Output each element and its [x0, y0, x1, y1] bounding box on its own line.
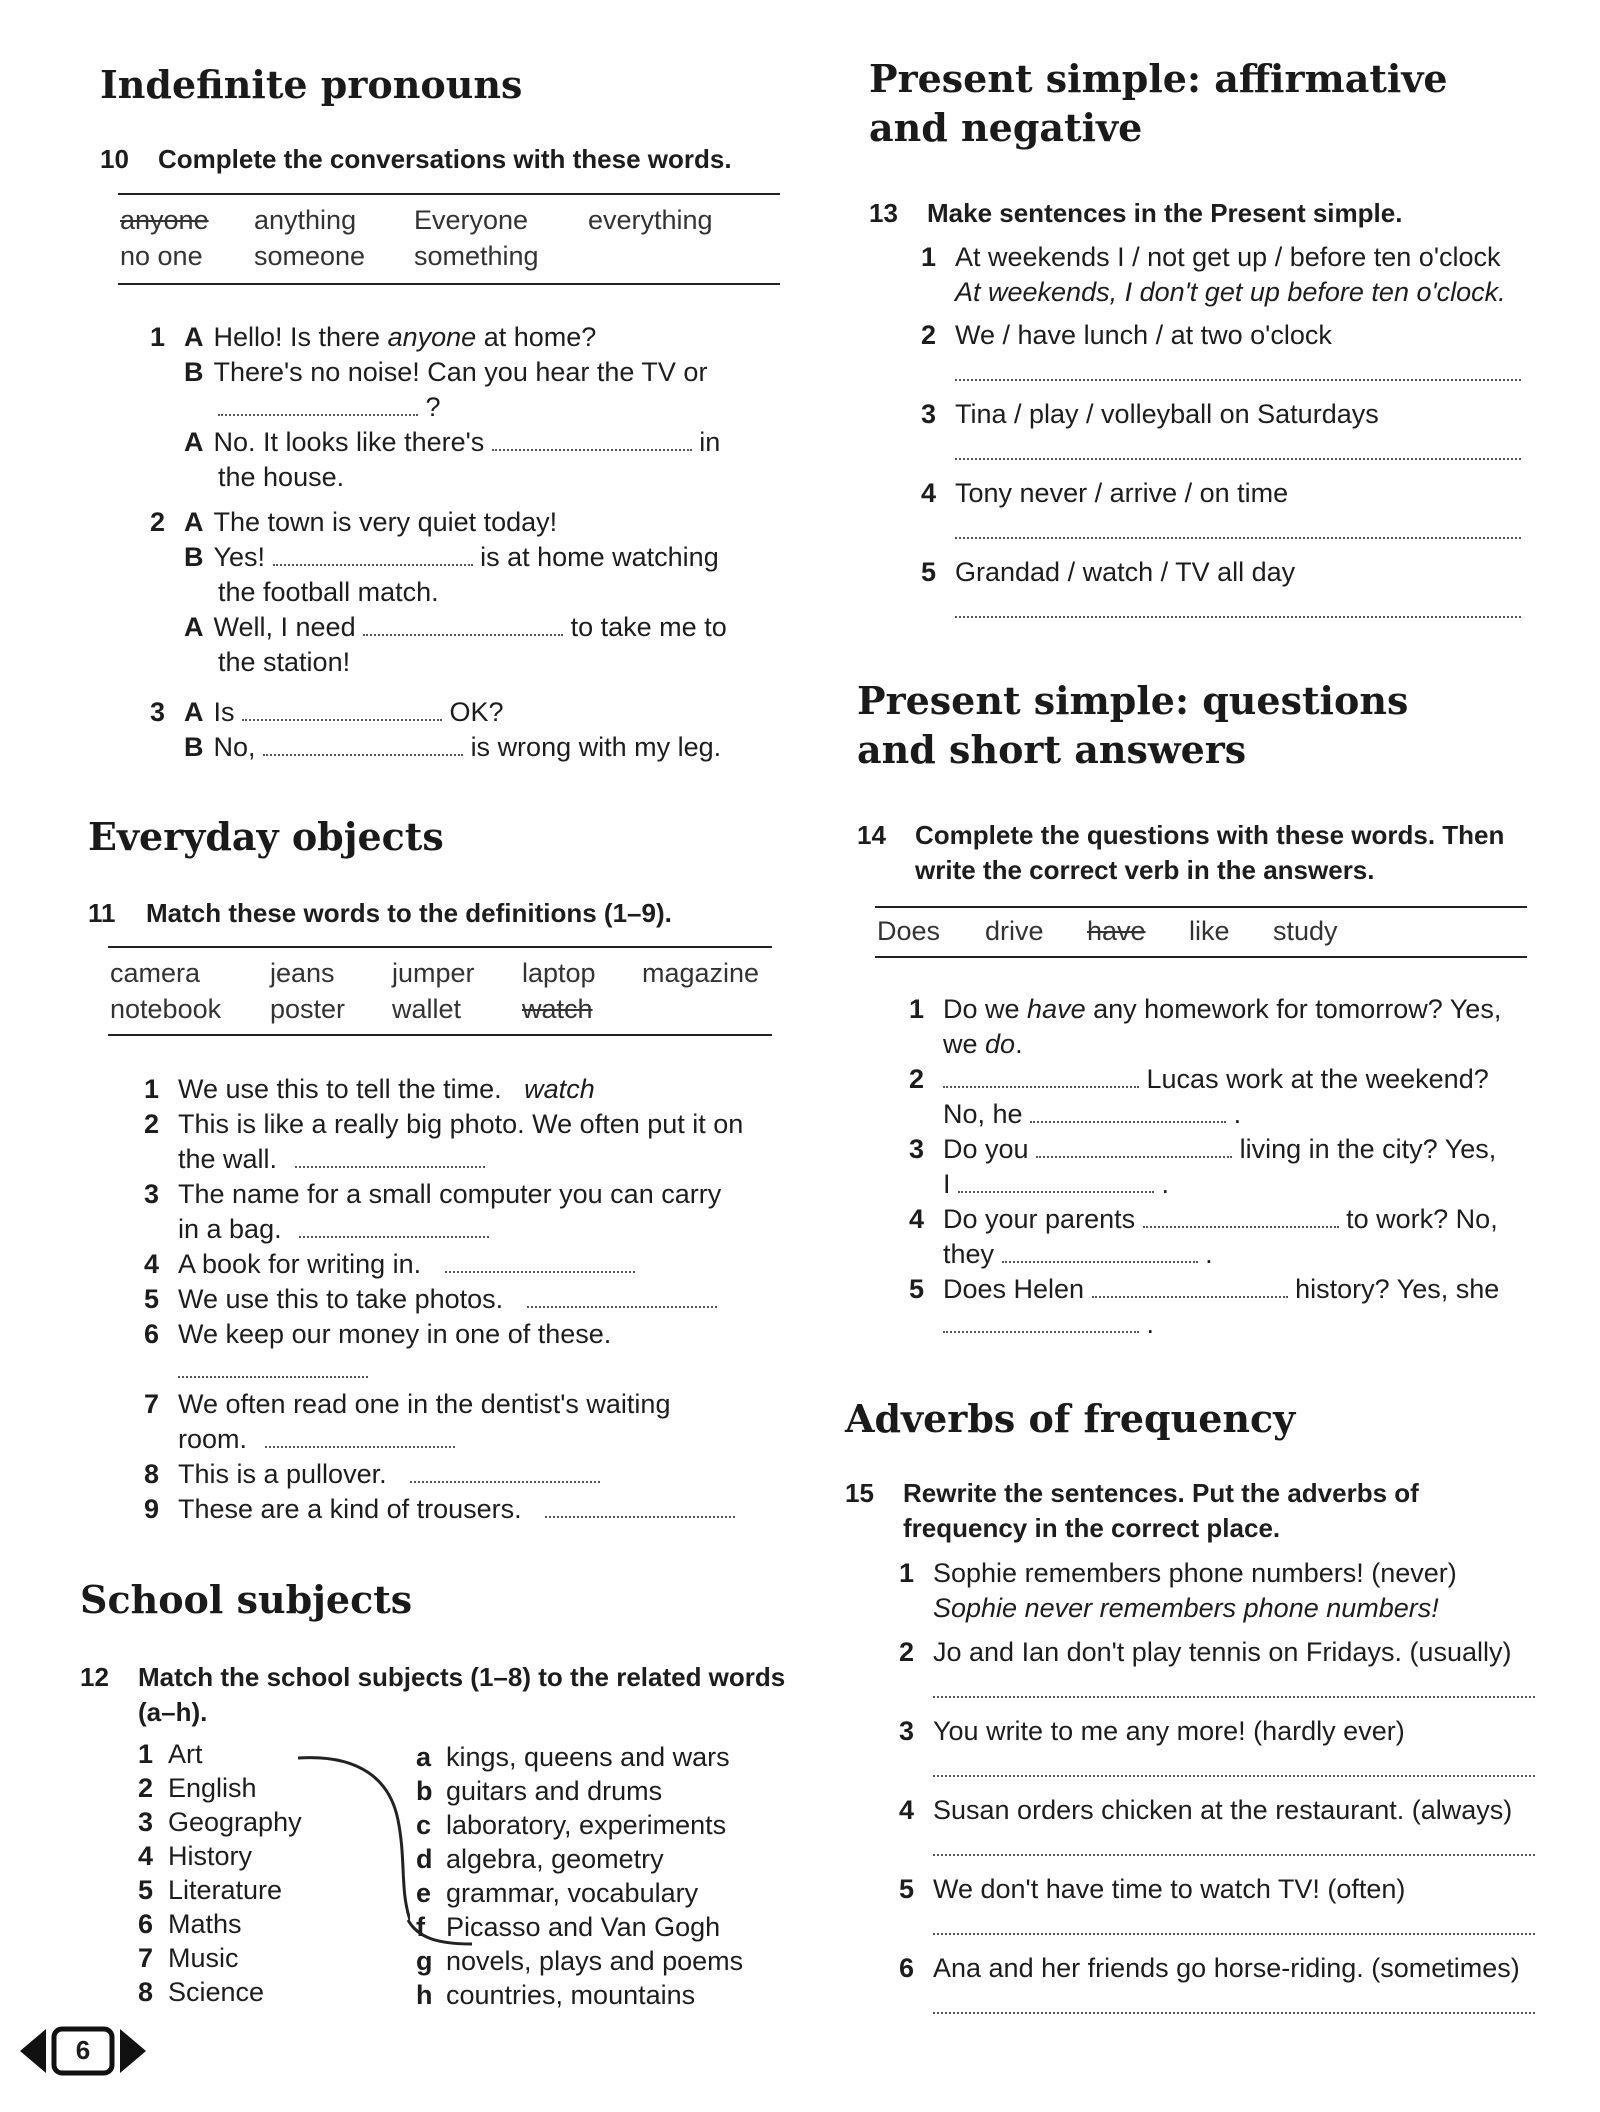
- definition-item: 3 The name for a small computer you can carry in a bag.: [144, 1179, 722, 1244]
- section-title-everyday-objects: Everyday objects: [88, 814, 444, 859]
- definition-item: 2 This is like a really big photo. We often put it on the wall.: [144, 1109, 744, 1174]
- section-title-present-simple: Present simple: affirmative and negative: [869, 56, 1448, 151]
- section-title-questions: Present simple: questions and short answers: [857, 678, 1409, 773]
- related-item: b guitars and drums: [416, 1776, 663, 1806]
- word: anything: [254, 205, 357, 235]
- answer-line[interactable]: [933, 2010, 1535, 2014]
- definition-item: 9 These are a kind of trousers.: [144, 1492, 774, 1527]
- definition-item: 7 We often read one in the dentist's waiting room.: [144, 1389, 671, 1454]
- answer-blank[interactable]: [445, 1247, 635, 1273]
- answer-blank[interactable]: [1036, 1132, 1232, 1158]
- answer-blank[interactable]: [545, 1492, 735, 1518]
- word: camera: [110, 958, 201, 988]
- sentence-item: 5 Grandad / watch / TV all day: [921, 555, 1521, 634]
- answer-blank[interactable]: [299, 1212, 489, 1238]
- exercise-14-instruction: 14 Complete the questions with these words. Then write the correct verb in the answers.: [857, 820, 1505, 885]
- page-number: 6: [75, 2035, 91, 2065]
- subject-item: 2 English: [138, 1773, 257, 1803]
- related-item: d algebra, geometry: [416, 1844, 664, 1874]
- sentence-item: 1 At weekends I / not get up / before ten o'clock At weekends, I don't get up before ten o'clock.: [921, 242, 1506, 307]
- answer-blank[interactable]: [265, 1422, 455, 1448]
- word: no one: [120, 241, 203, 271]
- answer-blank[interactable]: [242, 695, 442, 721]
- related-item: f Picasso and Van Gogh: [416, 1912, 721, 1942]
- word: drive: [985, 916, 1044, 946]
- word: Everyone: [414, 205, 529, 235]
- answer-blank[interactable]: [218, 390, 418, 416]
- conversation-3: 3 A Is OK? B No, is wrong with my leg.: [150, 697, 722, 762]
- exercise-13-items: [921, 240, 1521, 634]
- answer-blank[interactable]: [1143, 1202, 1339, 1228]
- word: Does: [877, 916, 941, 946]
- word-box-verbs: [875, 906, 1527, 958]
- sentence-item: 4 Tony never / arrive / on time: [921, 476, 1521, 555]
- sentence-item: 2 We / have lunch / at two o'clock: [921, 318, 1521, 397]
- conversation-1: 1 A Hello! Is there anyone at home? B There's no noise! Can you hear the TV or ? A No. It looks like there's in the house.: [150, 322, 721, 492]
- word: notebook: [110, 994, 222, 1024]
- answer-blank[interactable]: [1002, 1237, 1198, 1263]
- sentence-item: 3 Tina / play / volleyball on Saturdays: [921, 397, 1521, 476]
- exercise-11-instruction: 11 Match these words to the definitions (1–9).: [88, 898, 672, 928]
- definition-item: 6 We keep our money in one of these.: [144, 1317, 774, 1387]
- related-item: a kings, queens and wars: [416, 1742, 730, 1772]
- definition-item: 8 This is a pullover.: [144, 1457, 774, 1492]
- section-title-adverbs: Adverbs of frequency: [845, 1396, 1296, 1441]
- rewrite-item: 1 Sophie remembers phone numbers! (never) Sophie never remembers phone numbers!: [899, 1558, 1457, 1623]
- word-crossed: anyone: [120, 205, 209, 235]
- subject-item: 3 Geography: [138, 1807, 302, 1837]
- exercise-number: 10: [100, 144, 129, 174]
- word: everything: [588, 205, 713, 235]
- definition-item: 5 We use this to take photos.: [144, 1282, 774, 1317]
- word: poster: [270, 994, 346, 1024]
- rewrite-item: 4 Susan orders chicken at the restaurant. (always): [899, 1793, 1535, 1872]
- related-words-list: [416, 1740, 780, 2012]
- answer-line[interactable]: [933, 1694, 1535, 1698]
- answer-blank[interactable]: [263, 730, 463, 756]
- word: like: [1189, 916, 1230, 946]
- word-box-pronouns: [118, 193, 780, 285]
- conversation-2: 2 A The town is very quiet today! B Yes! is at home watching the football match. A Well, I need to take me to the station!: [150, 507, 727, 677]
- answer-blank[interactable]: [492, 425, 692, 451]
- answer-line[interactable]: [955, 456, 1521, 460]
- word: magazine: [642, 958, 760, 988]
- section-title-school-subjects: School subjects: [80, 1577, 413, 1622]
- page-number-badge: [18, 2025, 148, 2077]
- subject-item: 5 Literature: [138, 1875, 283, 1905]
- word: something: [414, 241, 539, 271]
- rewrite-item: 2 Jo and Ian don't play tennis on Fridays. (usually): [899, 1635, 1535, 1714]
- answer-line[interactable]: [955, 614, 1521, 618]
- answer-line[interactable]: [933, 1931, 1535, 1935]
- rewrite-item: 6 Ana and her friends go horse-riding. (sometimes): [899, 1951, 1535, 2030]
- exercise-12-instruction: 12 Match the school subjects (1–8) to the related words (a–h).: [80, 1662, 786, 1727]
- word-crossed: have: [1087, 916, 1146, 946]
- answer-blank[interactable]: [410, 1457, 600, 1483]
- answer-blank[interactable]: [273, 540, 473, 566]
- answer-blank[interactable]: [295, 1142, 485, 1168]
- definition-item: 4 A book for writing in.: [144, 1247, 774, 1282]
- word: jeans: [270, 958, 335, 988]
- subject-item: 4 History: [138, 1841, 253, 1871]
- rewrite-item: 5 We don't have time to watch TV! (often): [899, 1872, 1535, 1951]
- answer-blank[interactable]: [527, 1282, 717, 1308]
- definition-item: 1 We use this to tell the time. watch: [144, 1074, 595, 1104]
- rewrite-item: 3 You write to me any more! (hardly ever): [899, 1714, 1535, 1793]
- question-item: 5 Does Helen history? Yes, she .: [909, 1274, 1500, 1339]
- answer-blank[interactable]: [363, 610, 563, 636]
- subject-item: 7 Music: [138, 1943, 239, 1973]
- word: wallet: [392, 994, 462, 1024]
- answer-line[interactable]: [955, 377, 1521, 381]
- related-item: h countries, mountains: [416, 1980, 696, 2010]
- subject-item: 6 Maths: [138, 1909, 242, 1939]
- exercise-14-items: [909, 992, 1539, 1342]
- match-connector-line: [210, 1740, 410, 1950]
- exercise-15-items: [899, 1556, 1535, 2030]
- definitions-list: [144, 1072, 774, 1527]
- word-box-objects: [108, 946, 772, 1036]
- answer-blank[interactable]: [178, 1352, 368, 1378]
- exercise-10-instruction: 10 Complete the conversations with these words.: [100, 142, 838, 177]
- answer-line[interactable]: [955, 535, 1521, 539]
- subject-item: 8 Science: [138, 1977, 265, 2007]
- word: someone: [254, 241, 366, 271]
- word: study: [1273, 916, 1338, 946]
- word-crossed: watch: [522, 994, 593, 1024]
- related-item: e grammar, vocabulary: [416, 1878, 699, 1908]
- related-item: c laboratory, experiments: [416, 1810, 727, 1840]
- related-item: g novels, plays and poems: [416, 1946, 744, 1976]
- answer-blank[interactable]: [1092, 1272, 1288, 1298]
- exercise-13-instruction: 13 Make sentences in the Present simple.: [869, 198, 1403, 228]
- question-item: 1 Do we have any homework for tomorrow? Yes, we do.: [909, 994, 1502, 1059]
- answer-blank[interactable]: [958, 1167, 1154, 1193]
- section-title-indefinite-pronouns: Indefinite pronouns: [100, 62, 523, 107]
- question-item: 3 Do you living in the city? Yes, I .: [909, 1134, 1497, 1199]
- answer-blank[interactable]: [943, 1307, 1139, 1333]
- word: jumper: [392, 958, 475, 988]
- answer-line[interactable]: [933, 1852, 1535, 1856]
- answer-blank[interactable]: [943, 1062, 1139, 1088]
- question-item: 2 Lucas work at the weekend? No, he .: [909, 1064, 1489, 1129]
- word: laptop: [522, 958, 596, 988]
- exercise-15-instruction: 15 Rewrite the sentences. Put the adverbs of frequency in the correct place.: [845, 1478, 1419, 1543]
- subject-item: 1 Art: [138, 1739, 203, 1769]
- answer-blank[interactable]: [1030, 1097, 1226, 1123]
- answer-line[interactable]: [933, 1773, 1535, 1777]
- question-item: 4 Do your parents to work? No, they .: [909, 1204, 1498, 1269]
